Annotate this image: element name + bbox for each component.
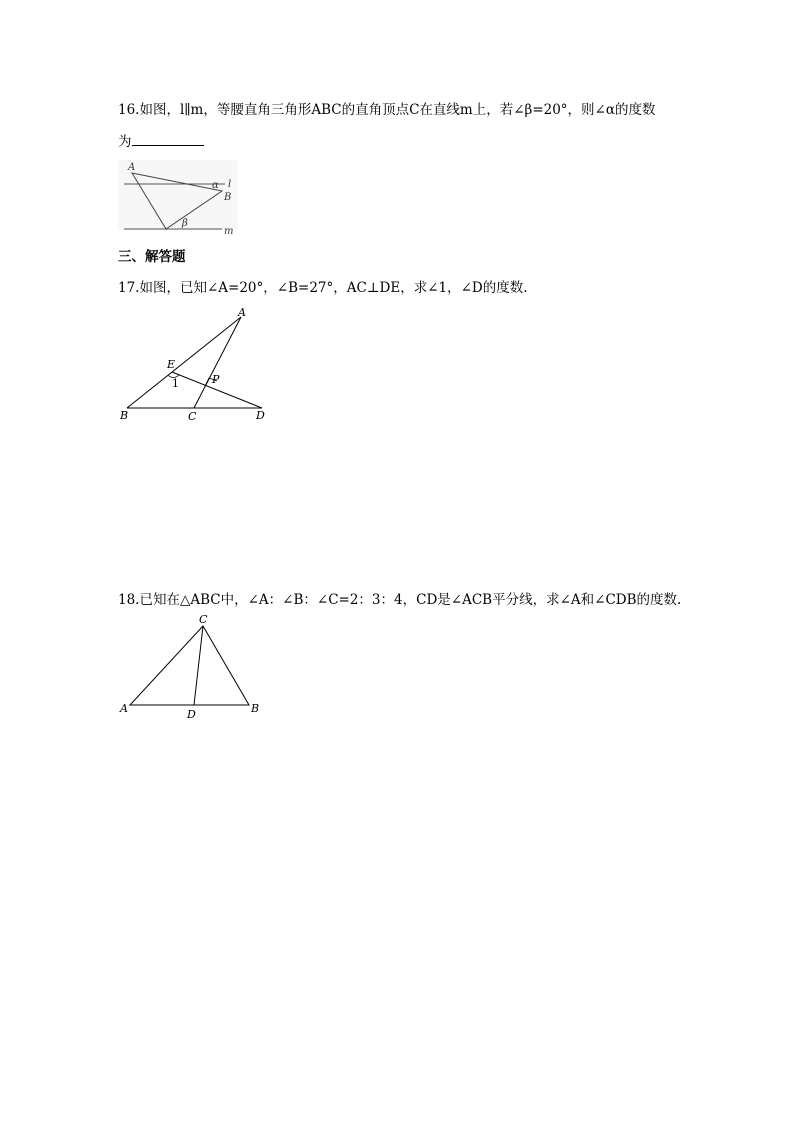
bisector-cd: [194, 626, 203, 705]
label-p: P: [212, 373, 220, 386]
label-c: C: [199, 613, 208, 626]
label-e: E: [167, 358, 176, 371]
segment-ba: [127, 317, 241, 408]
label-m: m: [224, 226, 234, 237]
question-16-prefix: 为: [118, 134, 132, 150]
label-a: A: [238, 306, 246, 319]
label-d: D: [187, 708, 196, 721]
label-1: 1: [172, 377, 179, 390]
segment-ca: [194, 317, 241, 408]
question-16-figure: [110, 155, 250, 240]
question-17-text: 17.如图，已知∠A=20°，∠B=27°，AC⊥DE，求∠1，∠D的度数.: [118, 280, 528, 296]
section-heading: 三、解答题: [118, 249, 186, 265]
question-18-text: 18.已知在△ABC中，∠A：∠B：∠C=2：3：4，CD是∠ACB平分线，求∠A和∠CDB的度数.: [118, 592, 682, 608]
label-b: B: [251, 702, 260, 715]
label-c: C: [188, 410, 197, 423]
triangle-abc: [130, 626, 249, 705]
figure-background: [118, 160, 238, 230]
label-beta: β: [182, 218, 188, 229]
label-d: D: [256, 409, 265, 422]
label-l: l: [228, 179, 232, 190]
answer-blank: [132, 133, 204, 146]
question-16-text-line2: [118, 133, 204, 151]
label-alpha: α: [212, 180, 219, 191]
label-a: A: [120, 702, 128, 715]
question-17-figure: [110, 300, 280, 430]
label-b: B: [120, 409, 129, 422]
question-18-figure: [110, 610, 270, 725]
question-16-text: 16.如图，l∥m，等腰直角三角形ABC的直角顶点C在直线m上，若∠β=20°，则∠α的度数: [118, 102, 656, 118]
label-b: B: [224, 192, 232, 203]
label-a: A: [128, 162, 136, 173]
